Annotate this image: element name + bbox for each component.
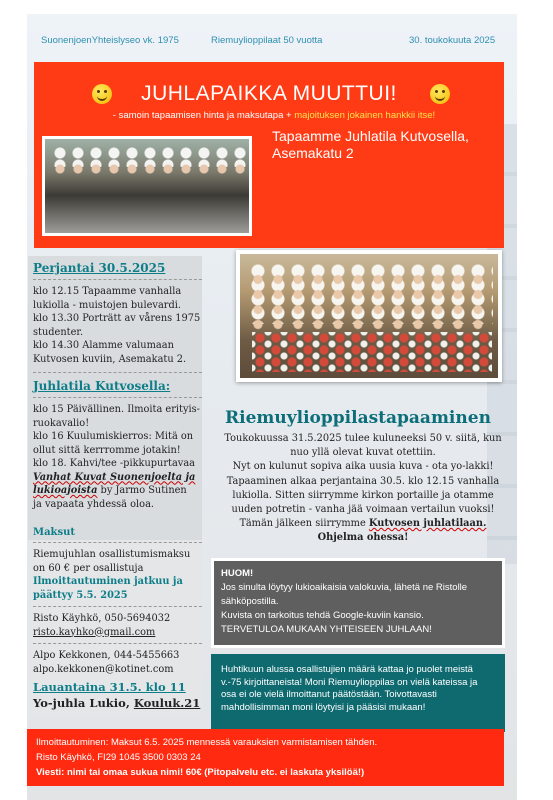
main-paragraph-5: Ohjelma ohessa! bbox=[317, 532, 409, 544]
divider bbox=[33, 643, 202, 644]
header-date: 30. toukokuuta 2025 bbox=[409, 35, 496, 46]
smiley-icon bbox=[430, 84, 450, 104]
saturday-event-text: Yo-juhla Lukio, bbox=[33, 696, 134, 710]
old-photos-author: by Jarmo Sutinen bbox=[97, 485, 187, 496]
registration-line-1: Ilmoittautuminen: Maksut 6.5. 2025 mennessä varauksien varmistamisen tähden. bbox=[36, 737, 378, 748]
banner-title: JUHLAPAIKKA MUUTTUI! bbox=[141, 82, 397, 105]
payments-heading: Maksut bbox=[33, 527, 75, 538]
notice-line-2: Kuvista on tarkoitus tehdä Google-kuviin kansio. bbox=[221, 610, 424, 621]
student-faces bbox=[51, 161, 246, 177]
banner-sub-white: - samoin tapaamisen hinta ja maksutapa + bbox=[112, 110, 295, 121]
program-column bbox=[33, 256, 202, 716]
friday-heading: Perjantai 30.5.2025 bbox=[33, 261, 166, 275]
venue-item-5: ja vapaata yhdessä oloa. bbox=[33, 498, 155, 510]
venue-line1: Tapaamme Juhlatila Kutvosella, bbox=[272, 128, 469, 144]
venue-announcement bbox=[272, 128, 497, 162]
main-p4-text: Tämän jälkeen siirrymme bbox=[239, 518, 369, 530]
main-text bbox=[222, 432, 504, 546]
notice-box bbox=[211, 558, 505, 648]
old-photos-title: Vanhat Kuvat Suonenjoelta ja lukioajoista bbox=[33, 471, 196, 496]
header-center: Riemuylioppilaat 50 vuotta bbox=[211, 35, 323, 46]
saturday-event bbox=[33, 696, 202, 710]
registration-line-3: Viesti: nimi tai omaa sukua nimi! 60€ (Pitopalvelu etc. ei laskuta yksilöä!) bbox=[36, 767, 365, 778]
venue-item-1: klo 15 Päivällinen. Ilmoita erityis-ruokavalio! bbox=[33, 404, 200, 429]
contact-1-email[interactable]: risto.kayhko@gmail.com bbox=[33, 626, 156, 638]
divider bbox=[33, 606, 202, 607]
friday-item-3: klo 14.30 Alamme valumaan Kutvosen kuviin, Asemakatu 2. bbox=[33, 340, 187, 365]
divider bbox=[33, 397, 202, 398]
flower-bouquets bbox=[252, 332, 492, 372]
venue-item-2: klo 16 Kuulumiskierros: Mitä on ollut sittä kerrromme jotakin! bbox=[33, 431, 194, 456]
registration-deadline: Ilmoittautuminen jatkuu ja päättyy 5.5. 2025 bbox=[33, 576, 183, 601]
registration-bar bbox=[27, 729, 504, 786]
contact-2-email[interactable]: alpo.kekkonen@kotinet.com bbox=[33, 663, 174, 675]
attendance-box: Huhtikuun alussa osallistujien määrä kattaa jo puolet meistä v.-75 kirjoittaneista! Moni Riemuylioppilas on vielä kateissa ja osa ei ole vielä ilmoittanut päätöstään. Toivottavasti mahdollisimman moni löytyisi ja pääsisi mukaan! bbox=[211, 654, 505, 732]
divider bbox=[33, 279, 202, 280]
graduation-group-photo bbox=[236, 250, 502, 382]
payment-fee: Riemujuhlan osallistumismaksu on 60 € per osallistuja bbox=[33, 549, 191, 574]
venue-item-4 bbox=[33, 471, 202, 498]
venue-heading: Juhlatila Kutvosella: bbox=[33, 379, 171, 393]
notice-line-3: TERVETULOA MUKAAN YHTEISEEN JUHLAAN! bbox=[221, 624, 432, 635]
main-p4-venue: Kutvosen juhlatilaan. bbox=[368, 518, 487, 530]
graduates-photo-1975 bbox=[42, 136, 252, 236]
main-paragraph-4 bbox=[222, 517, 504, 531]
notice-title: HUOM! bbox=[221, 568, 254, 579]
smiley-icon bbox=[92, 84, 112, 104]
announcement-banner bbox=[34, 62, 504, 248]
main-paragraph-1: Toukokuussa 31.5.2025 tulee kuluneeksi 50 v. siitä, kun nuo yllä olevat kuvat otettiin. bbox=[224, 433, 502, 459]
registration-line-2: Risto Käyhkö, FI29 1045 3500 0303 24 bbox=[36, 752, 201, 763]
venue-item-3: klo 18. Kahvi/tee -pikkupurtavaa bbox=[33, 458, 196, 469]
header-line bbox=[41, 35, 497, 51]
main-paragraph-2: Nyt on kulunut sopiva aika uusia kuva - ota yo-lakki! bbox=[232, 461, 494, 473]
saturday-heading: Lauantaina 31.5. klo 11 bbox=[33, 680, 186, 694]
banner-sub-yellow: majoituksen jokainen hankkii itse! bbox=[294, 110, 436, 121]
header-left: SuonenjoenYhteislyseo vk. 1975 bbox=[41, 35, 179, 46]
venue-line2: Asemakatu 2 bbox=[272, 145, 354, 161]
contact-1: Risto Käyhkö, 050-5694032 bbox=[33, 613, 171, 624]
banner-subtitle bbox=[94, 110, 454, 121]
main-heading: Riemuylioppilastapaaminen bbox=[225, 408, 491, 428]
contact-2: Alpo Kekkonen, 044-5455663 bbox=[33, 650, 180, 661]
saturday-event-address: Kouluk.21 bbox=[133, 696, 201, 710]
student-faces bbox=[248, 272, 493, 334]
friday-item-2: klo 13.30 Porträtt av vårens 1975 studenter. bbox=[33, 313, 201, 338]
notice-line-1: Jos sinulta löytyy lukioaikaisia valokuvia, lähetä ne Ristolle sähköpostilla. bbox=[221, 582, 468, 607]
main-paragraph-3: Tapaaminen alkaa perjantaina 30.5. klo 12.15 vanhalla lukiolla. Sitten siirrymme kirkon portaille ja otamme uuden potretin - vanha jää voimaan vertailun vuoksi! bbox=[226, 475, 500, 516]
divider bbox=[33, 372, 202, 373]
divider bbox=[33, 542, 202, 543]
friday-item-1: klo 12.15 Tapaamme vanhalla lukiolla - muistojen bulevardi. bbox=[33, 286, 182, 311]
